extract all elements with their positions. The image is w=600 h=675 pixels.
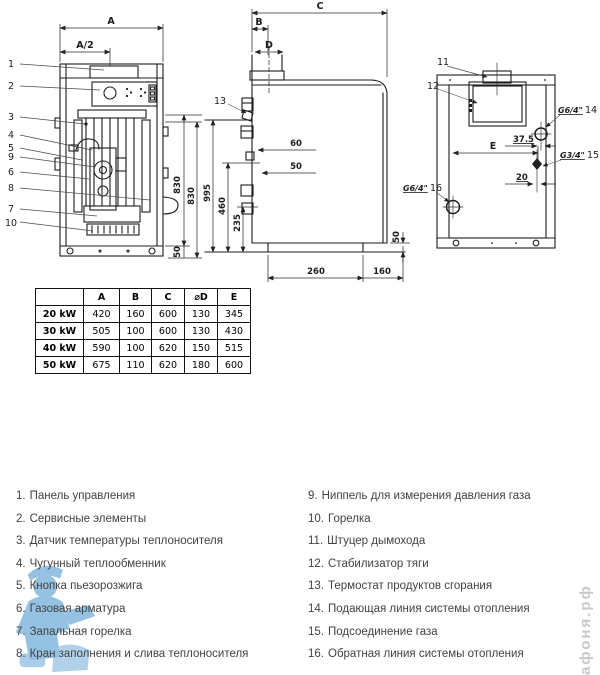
legend-item-1: 1. Панель управления (16, 490, 136, 502)
callout-3: 3 (8, 112, 15, 123)
side-dim-b-label: B (255, 17, 263, 28)
legend-item-7: 7. Запальная горелка (16, 625, 132, 638)
technical-drawing (0, 0, 600, 290)
table-row (36, 306, 251, 323)
value-cell: 430 (218, 323, 251, 340)
front-view (5, 16, 202, 258)
legend-item-14: 14. Подающая линия системы отопления (308, 602, 530, 615)
power-cell: 50 kW (36, 357, 84, 374)
value-cell: 345 (218, 306, 251, 323)
conn-15-thread-label: G3/4" (560, 151, 585, 160)
dimensions-table (35, 288, 251, 374)
side-dim-460-label: 460 (218, 197, 228, 215)
callout-2: 2 (8, 81, 15, 92)
side-dim-c-label: C (316, 1, 324, 12)
legend-left-column (16, 490, 301, 671)
header-d: ⌀D (185, 289, 218, 306)
value-cell: 130 (185, 306, 218, 323)
legend-item-5: 5. Кнопка пьезорозжига (16, 580, 143, 593)
back-dim-20-label: 20 (516, 173, 528, 183)
callout-6: 6 (8, 167, 15, 178)
legend-right-column (308, 490, 596, 671)
value-cell: 100 (120, 323, 152, 340)
power-cell: 20 kW (36, 306, 84, 323)
legend-item-8: 8. Кран заполнения и слива теплоносителя (16, 648, 249, 661)
header-b: B (120, 289, 152, 306)
callout-16: 16 (430, 183, 443, 194)
side-dim-60-label: 60 (290, 139, 302, 149)
callout-1: 1 (8, 59, 15, 70)
value-cell: 420 (84, 306, 120, 323)
table-row (36, 340, 251, 357)
callout-5: 5 (8, 143, 15, 154)
side-dim-260-label: 260 (307, 267, 325, 277)
table-row (36, 323, 251, 340)
table-row (36, 357, 251, 374)
side-dimensions (213, 9, 410, 282)
header-blank (36, 289, 84, 306)
legend-item-12: 12. Стабилизатор тяги (308, 557, 429, 570)
value-cell: 180 (185, 357, 218, 374)
value-cell: 150 (185, 340, 218, 357)
table-header-row (36, 289, 251, 306)
value-cell: 620 (152, 340, 185, 357)
callout-12: 12 (427, 81, 440, 92)
front-dim-830a-label: 830 (173, 176, 183, 194)
site-watermark: афоня.рф (577, 584, 594, 675)
legend-item-16: 16. Обратная линия системы отопления (308, 648, 524, 661)
conn-14-thread-label: G6/4" (558, 106, 583, 115)
power-cell: 40 kW (36, 340, 84, 357)
side-dim-d-label: D (265, 40, 273, 51)
value-cell: 600 (152, 306, 185, 323)
legend-item-13: 13. Термостат продуктов сгорания (308, 580, 493, 593)
callout-7: 7 (8, 204, 15, 215)
value-cell: 100 (120, 340, 152, 357)
back-dim-e-label: E (489, 141, 497, 152)
legend-item-2: 2. Сервисные элементы (16, 512, 147, 525)
side-view (203, 1, 410, 282)
front-dim-a-label: A (107, 16, 115, 27)
callout-11: 11 (437, 57, 450, 68)
legend-item-11: 11. Штуцер дымохода (308, 535, 426, 548)
legend-item-4: 4. Чугунный теплообменник (16, 557, 166, 570)
side-callout-leader (228, 104, 246, 113)
value-cell: 515 (218, 340, 251, 357)
side-dim-995-label: 995 (203, 184, 213, 202)
value-cell: 600 (218, 357, 251, 374)
back-view (403, 57, 599, 248)
header-c: C (152, 289, 185, 306)
side-dim-235-label: 235 (233, 214, 243, 232)
callout-9: 9 (8, 152, 15, 163)
value-cell: 590 (84, 340, 120, 357)
header-a: A (84, 289, 120, 306)
legend-item-3: 3. Датчик температуры теплоносителя (16, 535, 223, 548)
legend-item-15: 15. Подсоединение газа (308, 625, 438, 638)
value-cell: 160 (120, 306, 152, 323)
callout-14: 14 (585, 105, 598, 116)
conn-16-thread-label: G6/4" (403, 184, 428, 193)
value-cell: 130 (185, 323, 218, 340)
value-cell: 600 (152, 323, 185, 340)
callout-15: 15 (587, 150, 600, 161)
value-cell: 505 (84, 323, 120, 340)
header-e: E (218, 289, 251, 306)
back-small-marks (449, 79, 546, 244)
callout-13: 13 (214, 96, 227, 107)
power-cell: 30 kW (36, 323, 84, 340)
value-cell: 675 (84, 357, 120, 374)
value-cell: 110 (120, 357, 152, 374)
side-dim-160-label: 160 (373, 267, 391, 277)
callout-4: 4 (8, 130, 15, 141)
front-dim-830b-label: 830 (187, 187, 197, 205)
value-cell: 620 (152, 357, 185, 374)
front-panel-dots (126, 88, 146, 97)
side-dim-50-label: 50 (290, 162, 302, 172)
front-dim-a2-label: A/2 (76, 40, 94, 51)
front-dim-50-label: 50 (173, 246, 183, 258)
legend-item-6: 6. Газовая арматура (16, 602, 126, 615)
callout-8: 8 (8, 183, 15, 194)
callout-10: 10 (5, 218, 18, 229)
back-dim-375-label: 37.5 (513, 135, 534, 145)
legend-item-10: 10. Горелка (308, 512, 371, 525)
legend-item-9: 9. Ниппель для измерения давления газа (308, 490, 531, 502)
side-dim-base50-label: 50 (392, 231, 402, 243)
